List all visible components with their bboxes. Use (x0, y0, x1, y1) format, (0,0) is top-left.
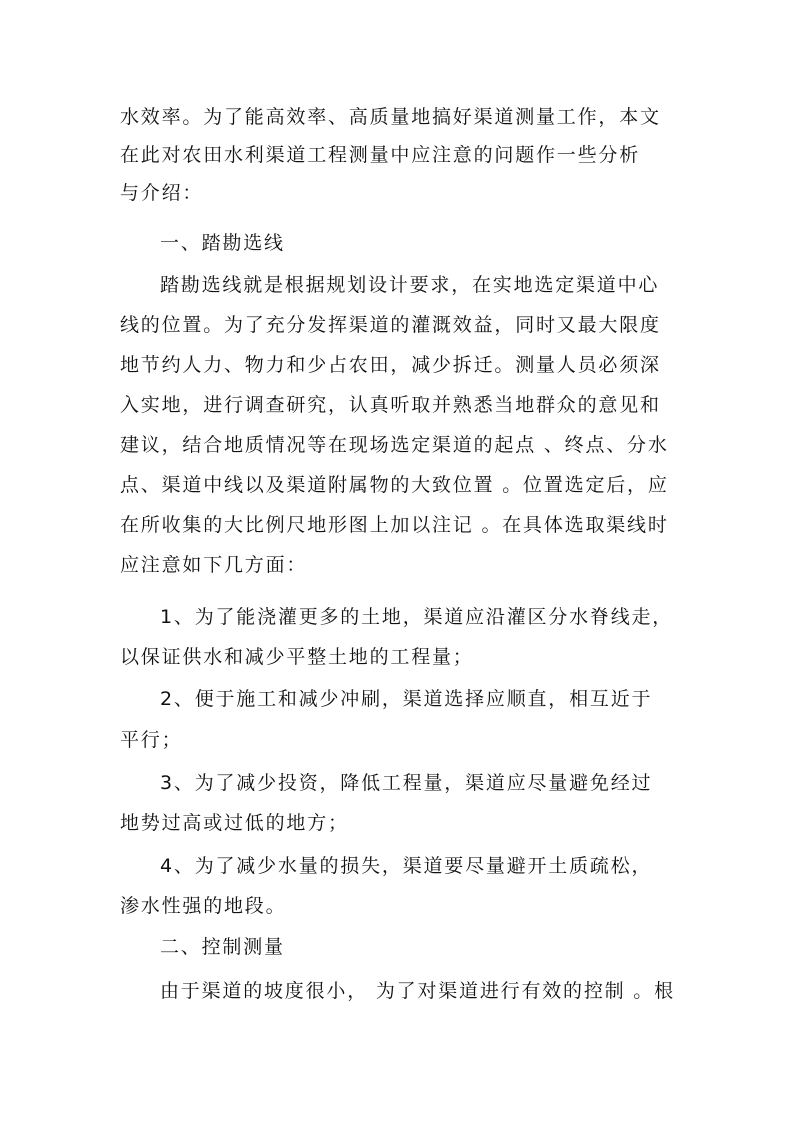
paragraph-line: 线的位置。为了充分发挥渠道的灌溉效益，同时又最大限度 (120, 314, 661, 336)
list-item: 3、为了减少投资，降低工程量，渠道应尽量避免经过 (160, 772, 653, 794)
paragraph-line: 在所收集的大比例尺地形图上加以注记 。在具体选取渠线时 (120, 514, 669, 536)
list-item: 4、为了减少水量的损失，渠道要尽量避开土质疏松， (160, 855, 653, 877)
paragraph-line: 入实地，进行调查研究，认真听取并熟悉当地群众的意见和 (120, 394, 661, 416)
paragraph-line: 点、渠道中线以及渠道附属物的大致位置 。位置选定后，应 (120, 474, 669, 496)
list-item-continuation: 渗水性强的地段。 (120, 895, 287, 917)
list-item-continuation: 以保证供水和减少平整土地的工程量； (120, 646, 474, 668)
paragraph-line: 由于渠道的坡度很小， 为了对渠道进行有效的控制 。根 (160, 980, 675, 1002)
paragraph-line: 水效率。为了能高效率、高质量地搞好渠道测量工作，本文 (120, 106, 661, 128)
list-item-continuation: 地势过高或过低的地方； (120, 812, 349, 834)
section-heading: 二、控制测量 (160, 936, 285, 958)
paragraph-line: 应注意如下几方面： (120, 554, 308, 576)
paragraph-line: 在此对农田水利渠道工程测量中应注意的问题作一些分析 (120, 144, 641, 166)
paragraph-line: 踏勘选线就是根据规划设计要求，在实地选定渠道中心 (160, 274, 660, 296)
paragraph-line: 与介绍： (120, 182, 204, 204)
list-item: 1、为了能浇灌更多的土地，渠道应沿灌区分水脊线走， (160, 606, 674, 628)
paragraph-line: 建议，结合地质情况等在现场选定渠道的起点 、终点、分水 (120, 434, 669, 456)
list-item: 2、便于施工和减少冲刷，渠道选择应顺直，相互近于 (160, 688, 653, 710)
section-heading: 一、踏勘选线 (160, 232, 285, 254)
list-item-continuation: 平行； (120, 729, 183, 751)
paragraph-line: 地节约人力、物力和少占农田，减少拆迁。测量人员必须深 (120, 354, 661, 376)
